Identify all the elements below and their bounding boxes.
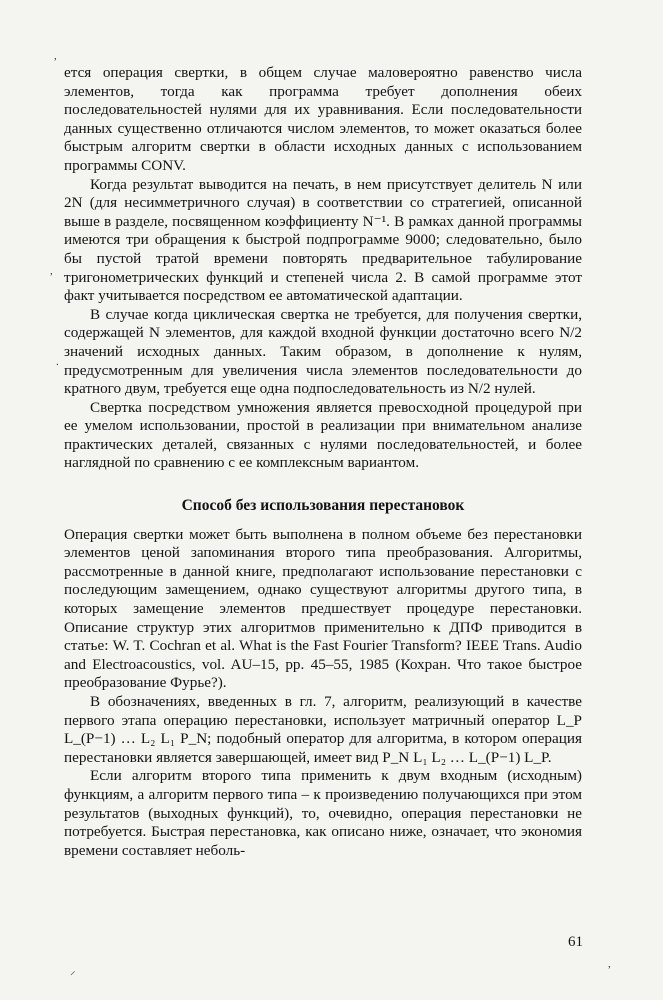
scan-mark: , (54, 50, 57, 62)
scan-mark: . (56, 356, 59, 368)
paragraph: Когда результат выводится на печать, в нем присутствует делитель N или 2N (для несимметричного случая) в соответствии со стратегией, описанной выше в разделе, посвященном коэффициенту N⁻¹. В рамках данной программы имеются три обращения к быстрой подпрограмме 9000; следовательно, было бы пустой тратой времени повторять предварительное табулирование тригонометрических функций и степеней числа 2. В самой программе этот факт учитывается посредством ее автоматической адаптации. (64, 175, 582, 305)
scan-mark: , (608, 958, 611, 970)
paragraph: Если алгоритм второго типа применить к двум входным (исходным) функциям, а алгоритм первого типа – к произведению получающихся при этом результатов (выходных функций), то, очевидно, операция перестановки не потребуется. Быстрая перестановка, как описано ниже, означает, что экономия времени составляет неболь- (64, 767, 582, 859)
paragraph: ется операция свертки, в общем случае маловероятно равенство числа элементов, тогда как программа требует дополнения обеих последовательностей нулями для их уравнивания. Если последовательности данных существенно отличаются числом элементов, то может оказаться более быстрым алгоритм свертки в области исходных данных с использованием программы CONV. (64, 64, 582, 174)
paragraph: В случае когда циклическая свертка не требуется, для получения свертки, содержащей N элементов, для каждой входной функции достаточно всего N/2 значений исходных данных. Таким образом, в дополнение к нулям, предусмотренным для увеличения числа элементов последовательности до кратного двум, требуется еще одна подпоследовательность из N/2 нулей. (64, 305, 582, 398)
section-heading: Способ без использования перестановок (181, 497, 465, 515)
paragraph: Свертка посредством умножения является превосходной процедурой при ее умелом использовании, простой в реализации при внимательном анализе практических деталей, связанных с нулями последовательностей, и более наглядной по сравнению с ее комплексным вариантом. (64, 398, 582, 472)
scan-mark: , (50, 265, 53, 277)
paragraph: Операция свертки может быть выполнена в полном объеме без перестановки элементов ценой запоминания второго типа преобразования. Алгоритмы, рассмотренные в данной книге, предполагают использование перестановки с последующим замещением, однако существуют алгоритмы другого типа, в которых замещение элементов предшествует процедуре перестановки. Описание структур этих алгоритмов применительно к ДПФ приводится в статье: W. T. Cochran et al. What is the Fast Fourier Transform? IEEE Trans. Audio and Electroacoustics, vol. AU–15, pp. 45–55, 1985 (Кохран. Что такое быстрое преобразование Фурье?). (64, 525, 582, 692)
page-body (64, 64, 582, 860)
scan-mark: ⸍ (70, 970, 76, 982)
paragraph: В обозначениях, введенных в гл. 7, алгоритм, реализующий в качестве первого этапа операцию перестановки, использует матричный оператор L_P L_(P−1) … L₂ L₁ P_N; подобный оператор для алгоритма, в котором операция перестановки является завершающей, имеет вид P_N L₁ L₂ … L_(P−1) L_P. (64, 693, 582, 766)
page-number: 61 (568, 934, 583, 950)
